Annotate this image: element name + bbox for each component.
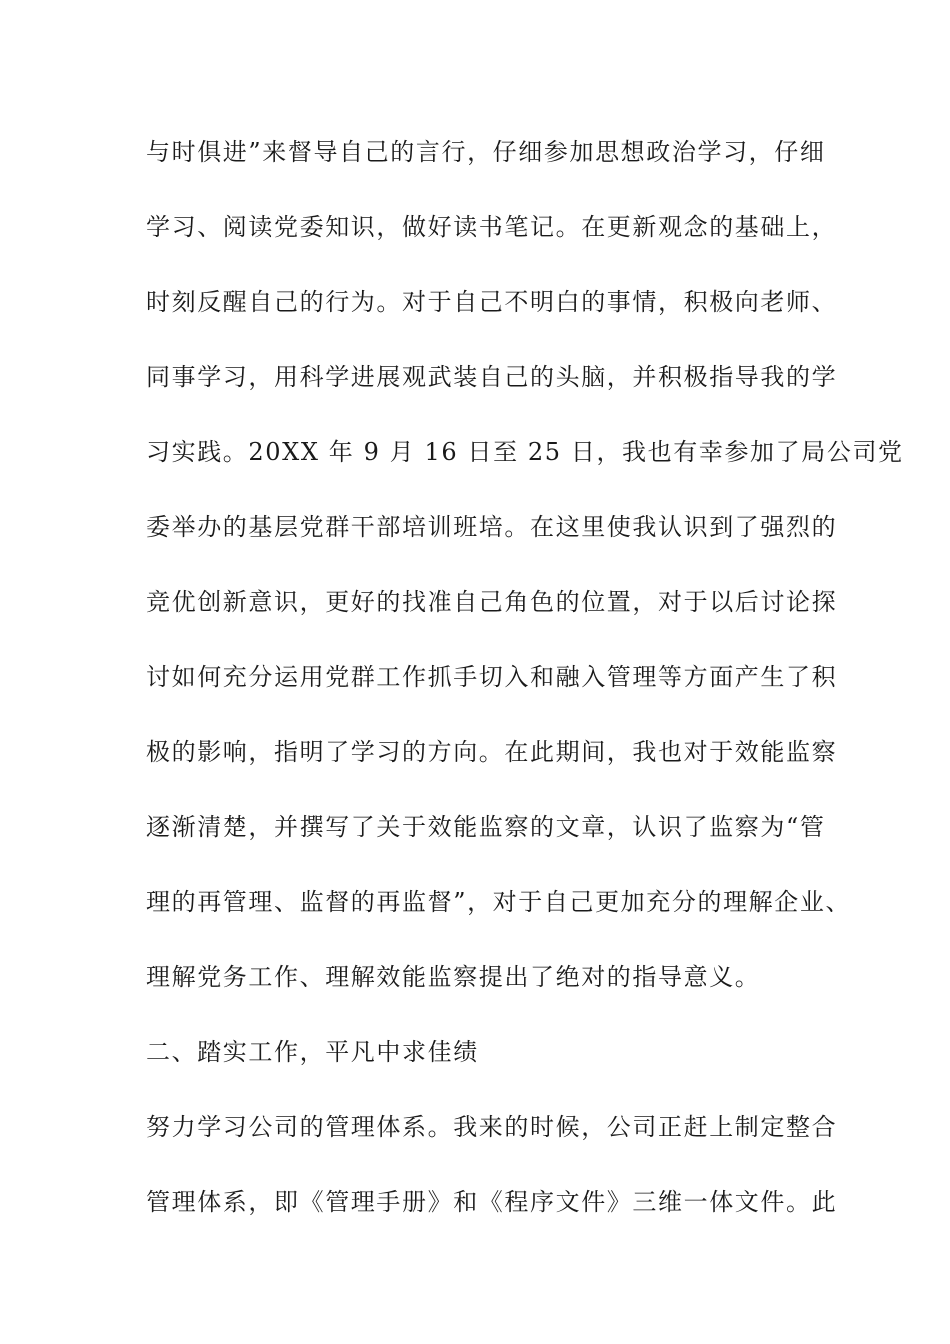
- text-line: 讨如何充分运用党群工作抓手切入和融入管理等方面产生了积: [146, 663, 838, 691]
- section-heading: 二、踏实工作，平凡中求佳绩: [146, 1038, 479, 1066]
- text-line: 理解党务工作、理解效能监察提出了绝对的指导意义。: [146, 963, 761, 991]
- text-line: 逐渐清楚，并撰写了关于效能监察的文章，认识了监察为“管: [146, 813, 826, 841]
- text-line: 极的影响，指明了学习的方向。在此期间，我也对于效能监察: [146, 738, 838, 766]
- text-line: 与时俱进”来督导自己的言行，仔细参加思想政治学习，仔细: [146, 138, 826, 166]
- text-line: 习实践。20XX 年 9 月 16 日至 25 日，我也有幸参加了局公司党: [146, 438, 904, 466]
- text-line: 学习、阅读党委知识，做好读书笔记。在更新观念的基础上，: [146, 213, 838, 241]
- text-line: 管理体系，即《管理手册》和《程序文件》三维一体文件。此: [146, 1188, 838, 1216]
- text-line: 时刻反醒自己的行为。对于自己不明白的事情，积极向老师、: [146, 288, 838, 316]
- text-line: 努力学习公司的管理体系。我来的时候，公司正赶上制定整合: [146, 1113, 838, 1141]
- text-line: 委举办的基层党群干部培训班培。在这里使我认识到了强烈的: [146, 513, 838, 541]
- text-line: 竞优创新意识，更好的找准自己角色的位置，对于以后讨论探: [146, 588, 838, 616]
- text-line: 理的再管理、监督的再监督”，对于自己更加充分的理解企业、: [146, 888, 852, 916]
- text-line: 同事学习，用科学进展观武装自己的头脑，并积极指导我的学: [146, 363, 838, 391]
